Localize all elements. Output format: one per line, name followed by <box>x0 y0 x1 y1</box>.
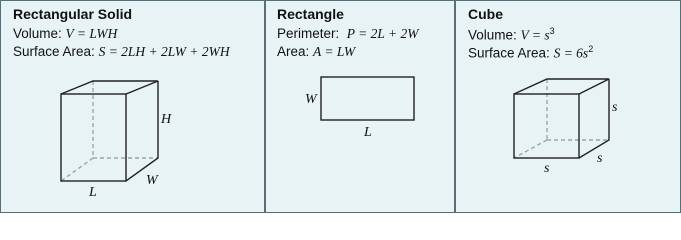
rectangle-length-label: L <box>364 125 372 140</box>
surface-area-formula: S = 2LH + 2LW + 2WH <box>98 44 230 59</box>
area-formula: A = LW <box>313 44 356 59</box>
volume-exponent: 3 <box>549 26 555 36</box>
volume-label: Volume: <box>13 26 66 41</box>
volume-formula: V = s <box>520 27 550 43</box>
cube-diagram <box>456 1 680 212</box>
surface-area-label: Surface Area: <box>468 45 554 61</box>
cube-side-label-bottom: s <box>544 161 550 176</box>
length-label: L <box>89 185 97 200</box>
width-label: W <box>146 173 158 188</box>
surface-area-formula: S = 6s <box>553 45 589 61</box>
height-label: H <box>161 112 172 127</box>
rectangular-solid-diagram <box>1 1 264 212</box>
cube-section <box>456 1 680 212</box>
rectangular-solid-title: Rectangular Solid <box>13 6 133 22</box>
perimeter-label: Perimeter: <box>277 26 347 41</box>
rectangle-title: Rectangle <box>277 6 344 22</box>
rectangular-solid-section <box>1 1 264 212</box>
perimeter-formula: P = 2L + 2W <box>346 26 419 41</box>
cube-title: Cube <box>468 6 503 22</box>
rectangle-diagram <box>265 1 455 212</box>
surface-area-exponent: 2 <box>588 44 594 54</box>
volume-label: Volume: <box>468 27 521 43</box>
volume-formula: V = LWH <box>65 26 118 41</box>
area-label: Area: <box>277 44 314 59</box>
cube-side-label-right: s <box>612 100 618 115</box>
rectangle-section <box>265 1 455 212</box>
cube-side-label-depth: s <box>597 151 603 166</box>
surface-area-label: Surface Area: <box>13 44 99 59</box>
rectangle-width-label: W <box>305 92 317 107</box>
